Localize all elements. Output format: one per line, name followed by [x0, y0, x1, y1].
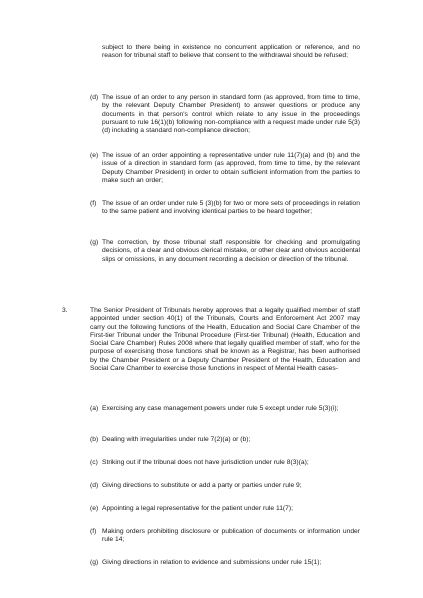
item-label: (g): [90, 559, 99, 566]
item-label: (c): [90, 459, 98, 466]
item-text: Dealing with irregularities under rule 7(2)(a) or (b);: [102, 436, 251, 443]
item-label: (b): [90, 436, 99, 443]
item-text: Giving directions in relation to evidence and submissions under rule 15(1);: [102, 559, 322, 566]
item-text: The correction, by those tribunal staff responsible for checking and promulgating decisions, of a clear and obvious clerical mistake, or other clear and obvious accidental slips or omissions, in any document recording a decision or direction of the tribunal.: [102, 239, 360, 263]
item-text: Striking out if the tribunal does not have jurisdiction under rule 8(3)(a);: [102, 459, 309, 466]
item-label: (d): [90, 482, 99, 489]
item-text: Exercising any case management powers under rule 5 except under rule 5(3)(i);: [102, 405, 339, 412]
item-label: (f): [90, 200, 97, 207]
item-label: (a): [90, 405, 99, 412]
paragraph-text: The Senior President of Tribunals hereby approves that a legally qualified member of staff appointed under section 40(1) of the Tribunals, Courts and Enforcement Act 2007 may carry out the following functions of the Health, Education and Social Care Chamber of the First-tier Tribunal under the Tribunal Procedure (First-tier Tribunal) (Health, Education and Social Care Chamber) Rules 2008 where that legally qualified member of staff, who for the purpose of exercising those functions shall be known as a Registrar, has been authorised by the Chamber President or a Deputy Chamber President of the Health, Education and Social Care Chamber to exercise those functions in respect of Mental Health cases-: [90, 307, 360, 373]
item-label: (f): [90, 528, 97, 535]
item-text: Appointing a legal representative for the patient under rule 11(7);: [102, 505, 293, 512]
item-text: Giving directions to substitute or add a party or parties under rule 9;: [102, 482, 302, 489]
item-label: (d): [90, 94, 99, 101]
item-label: (g): [90, 239, 99, 246]
item-text: Making orders prohibiting disclosure or publication of documents or information under rule 14;: [102, 528, 360, 544]
item-text: The issue of an order appointing a representative under rule 11(7)(a) and (b) and the issue of a direction in standard form (as approved, from time to time, by the relevant Deputy Chamber President) in order to obtain sufficient information from the parties to make such an order;: [102, 152, 360, 184]
continuation-text: subject to there being in existence no concurrent application or reference, and no reason for tribunal staff to believe that consent to the withdrawal should be refused;: [102, 44, 360, 60]
item-label: (e): [90, 505, 99, 512]
item-label: (e): [90, 152, 99, 159]
item-text: The issue of an order under rule 5 (3)(b) for two or more sets of proceedings in relation to the same patient and involving identical parties to be heard together;: [102, 200, 360, 216]
item-text: The issue of an order to any person in standard form (as approved, from time to time, by the relevant Deputy Chamber President) to answer questions or produce any documents in that person's control which relate to any issue in the proceedings pursuant to rule 16(1)(b) following non-compliance with a request made under rule 5(3)(d) including a standard non-compliance direction;: [102, 94, 360, 135]
paragraph-number: 3.: [62, 307, 68, 314]
